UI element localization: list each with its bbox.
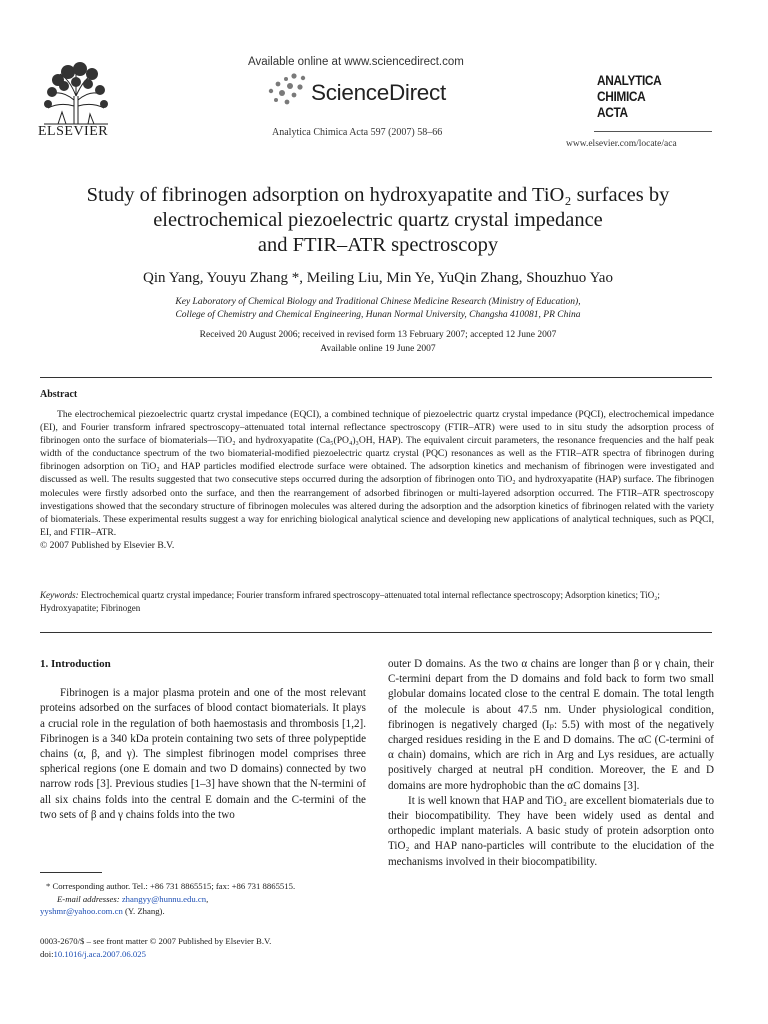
body-column-left (40, 657, 366, 823)
abstract-bottom-rule (40, 632, 712, 633)
article-dates (40, 328, 716, 356)
email-separator: , (206, 893, 209, 904)
body-column-right (388, 657, 714, 870)
title-line: and FTIR–ATR spectroscopy (257, 234, 499, 256)
issn-line: 0003-2670/$ – see front matter © 2007 Published by Elsevier B.V. (40, 936, 272, 946)
affiliation-line: College of Chemistry and Chemical Engineering, Hunan Normal University, Changsha 410081, PR China (175, 310, 581, 320)
abstract-body (40, 408, 714, 552)
email-line (40, 893, 370, 906)
abstract-copyright: © 2007 Published by Elsevier B.V. (40, 539, 175, 551)
journal-name-logo (597, 73, 661, 121)
email-owner: (Y. Zhang). (122, 906, 165, 916)
journal-url[interactable]: www.elsevier.com/locate/aca (566, 139, 677, 149)
journal-reference: Analytica Chimica Acta 597 (2007) 58–66 (272, 127, 443, 138)
affiliation-line: Key Laboratory of Chemical Biology and Traditional Chinese Medicine Research (Ministry of Education), (175, 297, 581, 307)
doi-line (40, 948, 271, 961)
footnote (40, 880, 370, 918)
doi-link[interactable]: 10.1016/j.aca.2007.06.025 (53, 949, 146, 959)
journal-name-line: ACTA (597, 105, 628, 120)
keywords-label: Keywords: (40, 590, 79, 600)
article-title (40, 183, 716, 258)
keywords (40, 589, 714, 614)
footnote-divider (40, 872, 102, 873)
abstract-paragraph: The electrochemical piezoelectric quartz crystal impedance (EQCI), a combined technique of piezoelectric quartz crystal impedance (PQCI), electrochemical impedance (EI), and Fourier transform infrared spectroscopy–attenuated total internal reflectance spectroscopy (FTIR–ATR) were used to in situ study the adsorption process of fibrinogen onto the surface of biomaterials—TiO₂ and hydroxyapatite (Ca₅(PO₄)₃OH, HAP). The equivalent circuit parameters, the resonance frequencies and the half peak width of the conductance spectrum of the two biomaterial-modified piezoelectric quartz crystal (PQC) resonances as well as the FTIR–ATR spectra of fibrinogen during fibrinogen adsorption on TiO₂ and HAP particles modified electrode surface were obtained. The adsorption kinetics and mechanism of fibrinogen were investigated and discussed as well. The results suggested that two consecutive steps occurred during the adsorption of fibrinogen onto TiO₂ and hydroxyapatite (HAP) surface. The fibrinogen molecules were firstly adsorbed onto the surface, and then the rearrangement of adsorbed fibrinogen or multi-layered adsorption occurred. The FTIR–ATR spectroscopy investigations showed that the secondary structure of fibrinogen molecules was altered during the adsorption and the adsorption kinetics of fibrinogen related with the variety of biomaterials. These experimental results suggest a way for enriching biological analytical science and developing new applications of analytical techniques, such as PQCI, EI, and FTIR–ATR. (40, 409, 714, 538)
title-line: Study of fibrinogen adsorption on hydroxyapatite and TiO₂ surfaces by (86, 184, 670, 206)
email-line (40, 905, 370, 918)
email-link[interactable]: zhangyy@hunnu.edu.cn (121, 893, 207, 904)
body-paragraph: It is well known that HAP and TiO₂ are excellent biomaterials due to their biocompatibility. They have been widely used as dental and orthopedic implant materials. A basic study of protein adsorption onto TiO₂ and HAP nano-particles will contribute to the elucidation of the mechanisms involved in their biocompatibility. (388, 794, 714, 868)
elsevier-tree-logo (40, 60, 112, 126)
sciencedirect-dots-icon (266, 72, 310, 106)
issn-block (40, 935, 271, 961)
title-line: electrochemical piezoelectric quartz crystal impedance (153, 209, 603, 231)
author-list: Qin Yang, Youyu Zhang *, Meiling Liu, Min Ye, YuQin Zhang, Shouzhuo Yao (143, 270, 613, 286)
journal-name-line: CHIMICA (597, 89, 646, 104)
body-paragraph: outer D domains. As the two α chains are longer than β or γ chain, their C-termini depart from the D domains and fold back to form two small globular domains located close to the central E domain. The total length of the molecule is about 47.5 nm. Under physiological condition, fibrinogen is negatively charged (Iₚ: 5.5) with most of the negatively charged residues residing in the E and D domains. The αC (C-termini of α chain) domains, which are rich in Arg and Lys residues, are actually positively charged at neutral pH condition. Moreover, the E and D domains are more hydrophobic than the αC domains [3]. (388, 658, 714, 792)
email-label: E-mail addresses: (57, 893, 120, 904)
corresponding-author-note: * Corresponding author. Tel.: +86 731 8865515; fax: +86 731 8865515. (46, 881, 296, 891)
abstract-top-rule (40, 377, 712, 378)
journal-name-line: ANALYTICA (597, 73, 662, 88)
section-heading: 1. Introduction (40, 658, 111, 670)
publisher-name: ELSEVIER (38, 124, 109, 139)
header-divider (594, 131, 712, 132)
email-link[interactable]: yyshmr@yahoo.com.cn (40, 906, 123, 916)
body-paragraph: Fibrinogen is a major plasma protein and one of the most relevant proteins adsorbed on the surfaces of blood contact biomaterials. It plays a crucial role in the regulation of both haemostasis and thrombosis [1,2]. Fibrinogen is a 340 kDa protein containing two sets of three polypeptide chains (α, β, and γ). The simplest fibrinogen model comprises three spherical regions (one E domain and two D domains) connected by two narrow rods [3]. Previous studies [1–3] have shown that the N-termini of all six chains folds into the central E domain and the C-termini of the two sets of β and γ chains folds into the two (40, 687, 366, 821)
doi-label: doi: (40, 949, 54, 959)
available-date: Available online 19 June 2007 (320, 344, 436, 354)
affiliation (40, 296, 716, 322)
abstract-heading: Abstract (40, 389, 78, 400)
received-dates: Received 20 August 2006; received in revised form 13 February 2007; accepted 12 June 2007 (199, 330, 557, 340)
sciencedirect-wordmark[interactable]: ScienceDirect (311, 80, 446, 105)
keywords-list: Electrochemical quartz crystal impedance; Fourier transform infrared spectroscopy–attenuated total internal reflectance spectroscopy; Adsorption kinetics; TiO₂; Hydroxyapatite; Fibrinogen (40, 590, 660, 613)
available-online-text[interactable]: Available online at www.sciencedirect.com (248, 56, 464, 68)
